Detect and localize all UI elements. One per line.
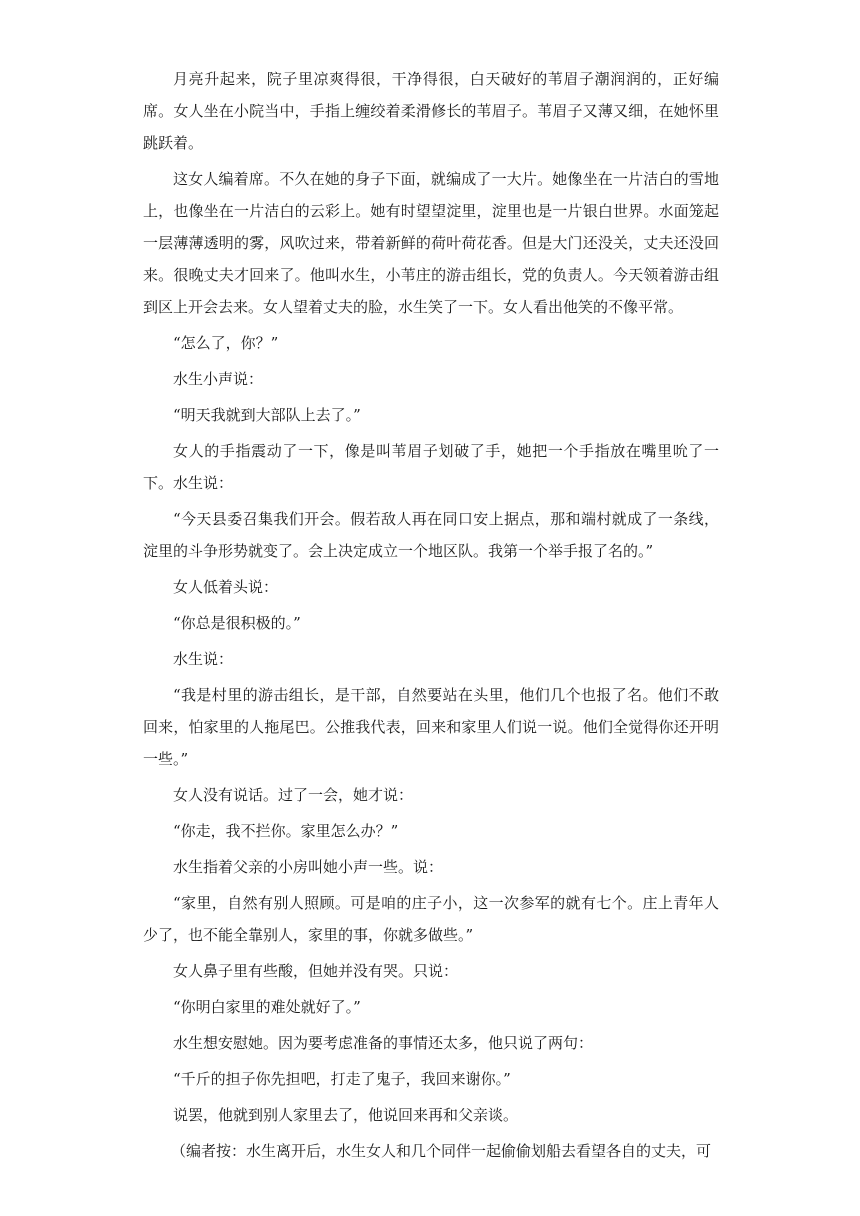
- paragraph-narration: 水生想安慰她。因为要考虑准备的事情还太多，他只说了两句：: [173, 1034, 594, 1052]
- paragraph-dialogue: “怎么了，你？”: [173, 334, 279, 352]
- editor-note: （编者按：水生离开后，水生女人和几个同伴一起偷偷划船去看望各自的丈夫，可: [171, 1142, 712, 1160]
- paragraph-dialogue: 水生小声说：: [173, 370, 264, 388]
- paragraph-dialogue: “明天我就到大部队上去了。”: [173, 406, 361, 424]
- paragraph-dialogue: “你总是很积极的。”: [173, 614, 301, 632]
- paragraph-narration: 水生指着父亲的小房叫她小声一些。说：: [173, 858, 444, 876]
- paragraph-dialogue: “你走，我不拦你。家里怎么办？”: [173, 822, 399, 840]
- paragraph-dialogue: “我是村里的游击组长，是干部，自然要站在头里，他们几个也报了名。他们不敢回来，怕家里的人拖尾巴。公推我代表，回来和家里人们说一说。他们全觉得你还开明一些。”: [143, 686, 719, 768]
- paragraph-narration: 女人的手指震动了一下，像是叫苇眉子划破了手，她把一个手指放在嘴里吮了一下。水生说：: [143, 442, 719, 492]
- paragraph-dialogue: “家里，自然有别人照顾。可是咱的庄子小，这一次参军的就有七个。庄上青年人少了，也不能全靠别人，家里的事，你就多做些。”: [143, 894, 719, 944]
- paragraph-dialogue: “今天县委召集我们开会。假若敌人再在同口安上据点，那和端村就成了一条线，淀里的斗争形势就变了。会上决定成立一个地区队。我第一个举手报了名的。”: [143, 510, 719, 560]
- paragraph-dialogue: 女人低着头说：: [173, 578, 279, 596]
- paragraph-dialogue: “千斤的担子你先担吧，打走了鬼子，我回来谢你。”: [173, 1070, 511, 1088]
- paragraph-narration: 女人没有说话。过了一会，她才说：: [173, 786, 414, 804]
- paragraph-moonrise: 月亮升起来，院子里凉爽得很，干净得很，白天破好的苇眉子潮润润的，正好编席。女人坐在小院当中，手指上缠绞着柔滑修长的苇眉子。苇眉子又薄又细，在她怀里跳跃着。: [143, 70, 719, 152]
- story-text: [143, 63, 719, 1171]
- paragraph-dialogue: 水生说：: [173, 650, 234, 668]
- paragraph-weaving-mat: 这女人编着席。不久在她的身子下面，就编成了一大片。她像坐在一片洁白的雪地上，也像坐在一片洁白的云彩上。她有时望望淀里，淀里也是一片银白世界。水面笼起一层薄薄透明的雾，风吹过来，带着新鲜的荷叶荷花香。但是大门还没关，丈夫还没回来。很晚丈夫才回来了。他叫水生，小苇庄的游击组长，党的负责人。今天领着游击组到区上开会去来。女人望着丈夫的脸，水生笑了一下。女人看出他笑的不像平常。: [143, 170, 719, 316]
- paragraph-narration: 说罢，他就到别人家里去了，他说回来再和父亲谈。: [173, 1106, 519, 1124]
- paragraph-dialogue: “你明白家里的难处就好了。”: [173, 998, 361, 1016]
- paragraph-narration: 女人鼻子里有些酸，但她并没有哭。只说：: [173, 962, 459, 980]
